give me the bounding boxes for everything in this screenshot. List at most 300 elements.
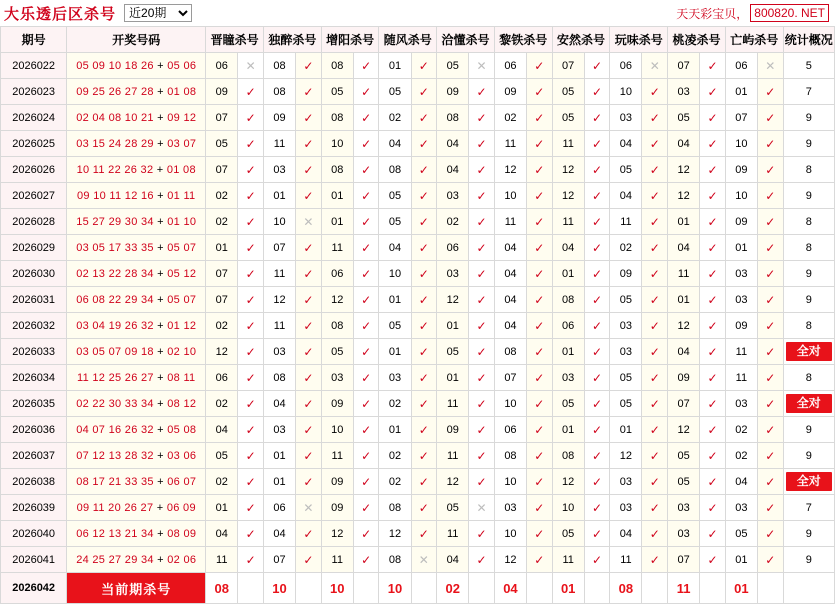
check-icon: ✓ — [526, 157, 552, 183]
cell-period: 2026041 — [1, 547, 67, 573]
cell-kill-number: 09 — [321, 391, 353, 417]
cell-kill-number: 12 — [552, 469, 584, 495]
cell-kill-number: 12 — [321, 287, 353, 313]
check-icon: ✓ — [584, 79, 610, 105]
cell-period: 2026027 — [1, 183, 67, 209]
check-icon: ✓ — [584, 157, 610, 183]
check-icon: ✓ — [469, 339, 495, 365]
cell-kill-number: 12 — [494, 157, 526, 183]
check-icon: ✓ — [757, 131, 783, 157]
cell-kill-number: 03 — [668, 521, 700, 547]
kill-number-table — [0, 26, 835, 604]
cell-kill-number: 11 — [206, 547, 238, 573]
cell-kill-number: 04 — [610, 183, 642, 209]
promo-text: 天天彩宝贝， — [676, 6, 749, 21]
cell-kill-number: 08 — [379, 157, 411, 183]
check-icon: ✓ — [238, 521, 264, 547]
cell-kill-number: 08 — [379, 495, 411, 521]
check-icon: ✓ — [642, 261, 668, 287]
cell-kill-number: 08 — [321, 105, 353, 131]
check-icon: ✓ — [238, 157, 264, 183]
cell-current-kill-number: 10 — [379, 573, 411, 604]
cell-kill-number: 03 — [552, 365, 584, 391]
cell-kill-number: 02 — [610, 235, 642, 261]
cell-kill-number: 12 — [668, 313, 700, 339]
check-icon: ✓ — [469, 313, 495, 339]
cell-draw-numbers: 02 22 30 33 34 + 08 12 — [67, 391, 206, 417]
cell-kill-number: 06 — [263, 495, 295, 521]
check-icon: ✓ — [700, 183, 726, 209]
cell-kill-number: 06 — [610, 53, 642, 79]
cell-period: 2026033 — [1, 339, 67, 365]
check-icon: ✓ — [584, 209, 610, 235]
col-expert-1: 晋瞳杀号 — [206, 27, 264, 53]
check-icon: ✓ — [700, 495, 726, 521]
cell-kill-number: 07 — [725, 105, 757, 131]
cell-kill-number: 09 — [610, 261, 642, 287]
check-icon: ✓ — [757, 443, 783, 469]
cell-kill-number: 09 — [321, 469, 353, 495]
col-expert-6: 黎铁杀号 — [494, 27, 552, 53]
check-icon: ✓ — [238, 313, 264, 339]
cell-kill-number: 10 — [494, 469, 526, 495]
cell-kill-number: 12 — [379, 521, 411, 547]
check-icon: ✓ — [757, 287, 783, 313]
cell-kill-number: 05 — [610, 287, 642, 313]
cell-kill-number: 02 — [725, 443, 757, 469]
cell-kill-number: 03 — [263, 417, 295, 443]
cell-kill-number: 09 — [206, 79, 238, 105]
check-icon: ✓ — [757, 79, 783, 105]
check-icon: ✓ — [584, 287, 610, 313]
check-icon: ✓ — [296, 79, 322, 105]
cell-kill-number: 07 — [668, 53, 700, 79]
cell-kill-number: 05 — [668, 105, 700, 131]
cell-kill-number: 10 — [610, 79, 642, 105]
check-icon: ✓ — [296, 183, 322, 209]
cell-kill-number: 01 — [610, 417, 642, 443]
cross-icon: ✕ — [469, 495, 495, 521]
cell-kill-number: 02 — [206, 313, 238, 339]
cell-kill-number: 09 — [725, 157, 757, 183]
check-icon: ✓ — [526, 53, 552, 79]
cell-summary: 9 — [783, 443, 834, 469]
check-icon: ✓ — [642, 443, 668, 469]
cell-kill-number: 03 — [668, 495, 700, 521]
check-icon: ✓ — [757, 209, 783, 235]
cell-kill-number: 03 — [263, 157, 295, 183]
cell-period: 2026036 — [1, 417, 67, 443]
cell-kill-number: 04 — [668, 235, 700, 261]
check-icon: ✓ — [584, 443, 610, 469]
cell-kill-number: 05 — [437, 495, 469, 521]
cell-current-kill-number: 04 — [494, 573, 526, 604]
cell-kill-number: 11 — [610, 547, 642, 573]
cell-kill-number: 04 — [206, 417, 238, 443]
check-icon: ✓ — [238, 79, 264, 105]
check-icon: ✓ — [296, 443, 322, 469]
cell-kill-number: 06 — [494, 417, 526, 443]
cell-kill-number: 01 — [206, 495, 238, 521]
cell-draw-numbers: 02 04 08 10 21 + 09 12 — [67, 105, 206, 131]
cell-kill-number: 11 — [725, 365, 757, 391]
check-icon: ✓ — [757, 105, 783, 131]
cell-kill-number: 04 — [494, 261, 526, 287]
check-icon: ✓ — [700, 157, 726, 183]
cell-kill-number: 01 — [379, 53, 411, 79]
cell-kill-number: 11 — [437, 521, 469, 547]
cell-kill-number: 05 — [321, 339, 353, 365]
check-icon: ✓ — [238, 365, 264, 391]
cross-icon: ✕ — [642, 53, 668, 79]
check-icon: ✓ — [757, 417, 783, 443]
cell-period: 2026032 — [1, 313, 67, 339]
cell-kill-number: 06 — [321, 261, 353, 287]
cell-kill-number: 08 — [321, 157, 353, 183]
check-icon: ✓ — [411, 521, 437, 547]
period-range-select[interactable] — [124, 4, 192, 22]
cell-summary: 9 — [783, 183, 834, 209]
cell-kill-number: 11 — [321, 547, 353, 573]
cell-kill-number: 03 — [610, 105, 642, 131]
check-icon: ✓ — [353, 365, 379, 391]
check-icon: ✓ — [526, 209, 552, 235]
table-row — [1, 209, 835, 235]
cell-kill-number: 05 — [725, 521, 757, 547]
cell-kill-number: 05 — [437, 339, 469, 365]
cell-kill-number: 01 — [379, 417, 411, 443]
check-icon: ✓ — [642, 339, 668, 365]
check-icon: ✓ — [584, 105, 610, 131]
check-icon: ✓ — [238, 547, 264, 573]
cell-kill-number: 01 — [379, 339, 411, 365]
check-icon: ✓ — [642, 391, 668, 417]
cell-kill-number: 02 — [206, 209, 238, 235]
cell-kill-number: 02 — [206, 391, 238, 417]
check-icon: ✓ — [584, 365, 610, 391]
check-icon: ✓ — [469, 521, 495, 547]
table-row — [1, 235, 835, 261]
check-icon: ✓ — [238, 261, 264, 287]
cell-kill-number: 07 — [206, 157, 238, 183]
cell-kill-number: 03 — [321, 365, 353, 391]
check-icon: ✓ — [526, 495, 552, 521]
check-icon: ✓ — [411, 261, 437, 287]
check-icon: ✓ — [411, 79, 437, 105]
check-icon: ✓ — [411, 339, 437, 365]
check-icon: ✓ — [469, 209, 495, 235]
cell-current-kill-number: 08 — [610, 573, 642, 604]
check-icon: ✓ — [411, 391, 437, 417]
cell-kill-number: 05 — [552, 391, 584, 417]
check-icon: ✓ — [411, 131, 437, 157]
check-icon: ✓ — [411, 417, 437, 443]
check-icon: ✓ — [700, 365, 726, 391]
check-icon: ✓ — [526, 417, 552, 443]
check-icon: ✓ — [238, 391, 264, 417]
check-icon: ✓ — [584, 469, 610, 495]
cell-kill-number: 03 — [437, 261, 469, 287]
check-icon: ✓ — [353, 391, 379, 417]
cross-icon: ✕ — [757, 53, 783, 79]
cell-kill-number: 04 — [437, 131, 469, 157]
cell-current-kill-number: 10 — [321, 573, 353, 604]
table-row — [1, 53, 835, 79]
cell-kill-number: 05 — [206, 443, 238, 469]
cell-kill-number: 05 — [552, 79, 584, 105]
check-icon: ✓ — [526, 469, 552, 495]
table-row — [1, 105, 835, 131]
cell-summary: 8 — [783, 235, 834, 261]
check-icon: ✓ — [642, 547, 668, 573]
col-expert-8: 玩味杀号 — [610, 27, 668, 53]
cell-kill-number: 06 — [725, 53, 757, 79]
cell-kill-number: 10 — [725, 183, 757, 209]
cell-draw-numbers: 03 05 07 09 18 + 02 10 — [67, 339, 206, 365]
cell-kill-number: 08 — [437, 105, 469, 131]
table-row — [1, 391, 835, 417]
check-icon: ✓ — [642, 209, 668, 235]
check-icon: ✓ — [584, 313, 610, 339]
table-row — [1, 339, 835, 365]
table-row — [1, 183, 835, 209]
cell-kill-number: 03 — [263, 339, 295, 365]
check-icon: ✓ — [757, 235, 783, 261]
cell-kill-number: 10 — [321, 131, 353, 157]
check-icon: ✓ — [584, 495, 610, 521]
check-icon: ✓ — [757, 469, 783, 495]
check-icon: ✓ — [757, 313, 783, 339]
check-icon: ✓ — [353, 105, 379, 131]
check-icon: ✓ — [700, 521, 726, 547]
cell-kill-number: 03 — [668, 79, 700, 105]
cell-kill-number: 12 — [552, 183, 584, 209]
check-icon: ✓ — [700, 547, 726, 573]
check-icon: ✓ — [238, 495, 264, 521]
cell-kill-number: 02 — [494, 105, 526, 131]
all-correct-badge: 全对 — [786, 342, 832, 361]
check-icon: ✓ — [642, 157, 668, 183]
current-kill-label: 当前期杀号 — [67, 573, 206, 604]
table-row — [1, 417, 835, 443]
cell-kill-number: 12 — [668, 417, 700, 443]
cell-kill-number: 09 — [668, 365, 700, 391]
check-icon: ✓ — [469, 547, 495, 573]
cell-kill-number: 08 — [263, 365, 295, 391]
cell-kill-number: 04 — [379, 131, 411, 157]
cell-draw-numbers: 09 10 11 12 16 + 01 11 — [67, 183, 206, 209]
check-icon: ✓ — [642, 469, 668, 495]
cell-kill-number: 03 — [379, 365, 411, 391]
check-icon: ✓ — [469, 131, 495, 157]
cell-summary: 8 — [783, 157, 834, 183]
cell-kill-number: 11 — [263, 131, 295, 157]
check-icon: ✓ — [296, 391, 322, 417]
cell-summary — [783, 391, 834, 417]
cell-kill-number: 01 — [437, 313, 469, 339]
check-icon: ✓ — [642, 365, 668, 391]
check-icon: ✓ — [353, 443, 379, 469]
check-icon: ✓ — [757, 157, 783, 183]
check-icon: ✓ — [411, 235, 437, 261]
check-icon: ✓ — [700, 79, 726, 105]
cell-summary: 7 — [783, 79, 834, 105]
table-header — [1, 27, 835, 53]
table-row — [1, 261, 835, 287]
table-row — [1, 157, 835, 183]
check-icon: ✓ — [296, 53, 322, 79]
check-icon: ✓ — [353, 417, 379, 443]
cell-kill-number: 07 — [668, 547, 700, 573]
cell-kill-number: 10 — [725, 131, 757, 157]
check-icon: ✓ — [642, 79, 668, 105]
cell-kill-number: 02 — [206, 469, 238, 495]
check-icon: ✓ — [296, 469, 322, 495]
cell-current-period: 2026042 — [1, 573, 67, 604]
cell-kill-number: 03 — [610, 339, 642, 365]
cell-kill-number: 03 — [725, 287, 757, 313]
check-icon: ✓ — [642, 235, 668, 261]
cell-kill-number: 05 — [379, 209, 411, 235]
check-icon: ✓ — [526, 443, 552, 469]
cell-kill-number: 03 — [725, 495, 757, 521]
check-icon: ✓ — [411, 105, 437, 131]
check-icon: ✓ — [642, 105, 668, 131]
check-icon: ✓ — [238, 417, 264, 443]
check-icon: ✓ — [353, 79, 379, 105]
check-icon: ✓ — [526, 521, 552, 547]
check-icon: ✓ — [526, 131, 552, 157]
check-icon: ✓ — [296, 365, 322, 391]
check-icon: ✓ — [526, 339, 552, 365]
table-row — [1, 443, 835, 469]
cell-current-kill-number: 01 — [552, 573, 584, 604]
cell-kill-number: 01 — [263, 469, 295, 495]
cell-kill-number: 04 — [494, 313, 526, 339]
cell-kill-number: 05 — [668, 469, 700, 495]
cell-kill-number: 04 — [725, 469, 757, 495]
cell-kill-number: 10 — [552, 495, 584, 521]
check-icon: ✓ — [411, 287, 437, 313]
check-icon: ✓ — [526, 365, 552, 391]
check-icon: ✓ — [411, 495, 437, 521]
cell-kill-number: 09 — [437, 417, 469, 443]
check-icon: ✓ — [642, 183, 668, 209]
table-body — [1, 53, 835, 604]
cell-kill-number: 06 — [552, 313, 584, 339]
check-icon: ✓ — [469, 365, 495, 391]
promo-site-badge: 800820. NET — [750, 4, 829, 22]
cell-kill-number: 05 — [321, 79, 353, 105]
cell-kill-number: 08 — [494, 443, 526, 469]
cell-kill-number: 09 — [725, 313, 757, 339]
cell-draw-numbers: 11 12 25 26 27 + 08 11 — [67, 365, 206, 391]
cell-kill-number: 01 — [552, 417, 584, 443]
check-icon: ✓ — [469, 261, 495, 287]
col-expert-5: 洽懂杀号 — [437, 27, 495, 53]
check-icon: ✓ — [411, 209, 437, 235]
cell-kill-number: 10 — [263, 209, 295, 235]
cell-period: 2026037 — [1, 443, 67, 469]
check-icon: ✓ — [469, 469, 495, 495]
cell-summary: 8 — [783, 365, 834, 391]
cell-period: 2026023 — [1, 79, 67, 105]
check-icon: ✓ — [700, 235, 726, 261]
check-icon: ✓ — [469, 443, 495, 469]
check-icon: ✓ — [584, 417, 610, 443]
cell-draw-numbers: 04 07 16 26 32 + 05 08 — [67, 417, 206, 443]
cell-kill-number: 11 — [263, 313, 295, 339]
cell-draw-numbers: 24 25 27 29 34 + 02 06 — [67, 547, 206, 573]
cell-kill-number: 11 — [725, 339, 757, 365]
cell-kill-number: 09 — [321, 495, 353, 521]
header-row — [1, 27, 835, 53]
cell-kill-number: 07 — [206, 287, 238, 313]
check-icon: ✓ — [353, 339, 379, 365]
check-icon: ✓ — [526, 235, 552, 261]
cell-kill-number: 01 — [552, 339, 584, 365]
check-icon: ✓ — [700, 391, 726, 417]
cell-period: 2026024 — [1, 105, 67, 131]
cell-kill-number: 02 — [379, 469, 411, 495]
check-icon: ✓ — [353, 521, 379, 547]
cell-kill-number: 09 — [494, 79, 526, 105]
check-icon: ✓ — [296, 131, 322, 157]
cell-kill-number: 10 — [321, 417, 353, 443]
cell-period: 2026030 — [1, 261, 67, 287]
check-icon: ✓ — [296, 417, 322, 443]
check-icon: ✓ — [757, 339, 783, 365]
check-icon: ✓ — [526, 287, 552, 313]
cell-period: 2026028 — [1, 209, 67, 235]
table-row — [1, 131, 835, 157]
check-icon: ✓ — [238, 339, 264, 365]
cell-summary — [783, 339, 834, 365]
check-icon: ✓ — [700, 105, 726, 131]
check-icon: ✓ — [757, 547, 783, 573]
check-icon: ✓ — [353, 183, 379, 209]
cell-kill-number: 10 — [494, 391, 526, 417]
cell-kill-number: 01 — [206, 235, 238, 261]
cell-kill-number: 07 — [668, 391, 700, 417]
cell-kill-number: 03 — [725, 261, 757, 287]
cell-kill-number: 04 — [552, 235, 584, 261]
check-icon: ✓ — [296, 157, 322, 183]
cell-period: 2026040 — [1, 521, 67, 547]
check-icon: ✓ — [411, 469, 437, 495]
check-icon: ✓ — [296, 235, 322, 261]
cell-summary: 9 — [783, 521, 834, 547]
cell-draw-numbers: 02 13 22 28 34 + 05 12 — [67, 261, 206, 287]
cell-kill-number: 04 — [610, 131, 642, 157]
check-icon: ✓ — [411, 157, 437, 183]
check-icon: ✓ — [469, 391, 495, 417]
check-icon: ✓ — [642, 417, 668, 443]
col-draw: 开奖号码 — [67, 27, 206, 53]
check-icon: ✓ — [526, 547, 552, 573]
cell-kill-number: 05 — [437, 53, 469, 79]
cell-kill-number: 12 — [668, 157, 700, 183]
cell-kill-number: 12 — [437, 287, 469, 313]
cell-kill-number: 04 — [668, 131, 700, 157]
cell-kill-number: 08 — [552, 443, 584, 469]
check-icon: ✓ — [411, 313, 437, 339]
table-row — [1, 79, 835, 105]
check-icon: ✓ — [700, 313, 726, 339]
cross-icon: ✕ — [296, 495, 322, 521]
cell-kill-number: 12 — [494, 547, 526, 573]
cell-kill-number: 10 — [379, 261, 411, 287]
